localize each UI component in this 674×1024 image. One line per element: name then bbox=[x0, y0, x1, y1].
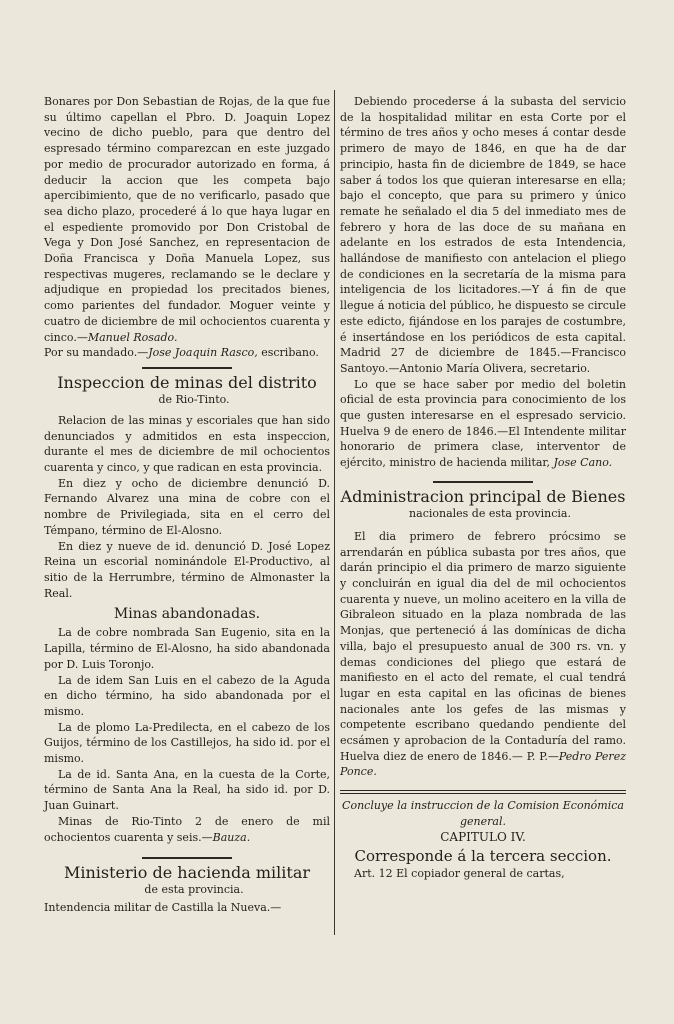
column-divider bbox=[334, 90, 335, 935]
double-separator-rule bbox=[340, 790, 626, 794]
paragraph-cobre: La de cobre nombrada San Eugenio, sita en la Lapilla, término de El-Alosno, ha sido abandonada por D. Luis Toronjo. bbox=[44, 626, 330, 671]
paragraph-diez-nueve: En diez y nueve de id. denunció D. José Lopez Reina un escorial nominándole El-Productivo, al sitio de la Herrumbre, término de Almonaster la Real. bbox=[44, 539, 330, 600]
paragraph-mandado: Por su mandado.—Jose Joaquin Rasco, escribano. bbox=[44, 346, 319, 360]
right-column bbox=[340, 94, 626, 882]
paragraph-santa-ana: La de id. Santa Ana, en la cuesta de la Corte, término de Santa Ana la Real, ha sido id. por D. Juan Guinart. bbox=[44, 767, 330, 813]
chapter-heading: CAPITULO IV. bbox=[440, 829, 526, 844]
section-heading: Corresponde á la tercera seccion. bbox=[354, 847, 612, 866]
paragraph-plomo: La de plomo La-Predilecta, en el cabezo de los Guijos, término de los Castillejos, ha sido id. por el mismo. bbox=[44, 720, 330, 766]
paragraph-bonares: Bonares por Don Sebastian de Rojas, de la que fue su último capellan el Pbro. D. Joaquin Lopez vecino de dicho pueblo, para que dentro del espresado término comparezcan en este juzgado por medio de procurador autorizado en forma, á deducir la accion que les competa bajo apercibimiento, que de no verificarlo, pasado que sea dicho plazo, procederé á lo que haya lugar en el espediente promovido por Don Cristobal de Vega y Don José Sanchez, en representacion de Doña Francisca y Doña Manuela Lopez, sus respectivas mugeres, reclamando se le declare y adjudique en propiedad los precitados bienes, como parientes del fundador. Moguer veinte y cuatro de diciembre de mil ochocientos cuarenta y cinco.—Manuel Rosado. bbox=[44, 95, 330, 344]
separator-rule bbox=[142, 367, 232, 369]
paragraph-debiendo: Debiendo procederse á la subasta del servicio de la hospitalidad militar en esta Corte por el término de tres años y ocho meses á contar desde primero de mayo de 1846, en que ha de dar principio, hasta fin de diciembre de 1849, se hace saber á todos los que quieran interesarse en ella; bajo el concepto, que para su primero y único remate he señalado el dia 5 del inmediato mes de febrero y hora de las doce de su mañana en adelante en los estrados de esta Intendencia, hallándose de manifiesto con antelacion el pliego de condiciones en la secretaría de la misma para inteligencia de los licitadores.—Y á fin de que llegue á noticia del público, he dispuesto se circule este edicto, fijándose en los parajes de costumbre, é insertándose en los periódicos de esta capital. Madrid 27 de diciembre de 1845.—Francisco Santoyo.—Antonio María Olivera, secretario. bbox=[340, 95, 626, 375]
paragraph-article-12: Art. 12 El copiador general de cartas, bbox=[354, 867, 565, 881]
paragraph-febrero: El dia primero de febrero prócsimo se arrendarán en pública subasta por tres años, que darán principio el dia primero de marzo siguiente y concluirán en igual dia del de mil ochocientos cuarenta y nueve, un molino aceitero en la villa de Gibraleon situado en la plaza nombrada de las Monjas, que perteneció á las domínicas de dicha villa, bajo el presupuesto anual de 300 rs. vn. y demas condiciones del pliego que estará de manifiesto en el acto del remate, el cual tendrá lugar en esta capital en las oficinas de bienes nacionales ante los gefes de las mismas y competente escribano quedando pendiente del ecsámen y aprobacion de la Contaduría del ramo. Huelva diez de enero de 1846.— P. P.—Pedro Perez Ponce. bbox=[340, 529, 626, 779]
subheading-ministerio: de esta provincia. bbox=[144, 883, 244, 897]
paragraph-diez-ocho: En diez y ocho de diciembre denunció D. Fernando Alvarez una mina de cobre con el nombre de Privilegiada, sita en el cerro del Témpano, término de El-Alosno. bbox=[44, 476, 330, 537]
paragraph-idem: La de idem San Luis en el cabezo de la Aguda en dicho término, ha sido abandonada por el mismo. bbox=[44, 673, 330, 718]
subheading-administracion: nacionales de esta provincia. bbox=[409, 506, 571, 520]
paragraph-intendencia: Intendencia militar de Castilla la Nueva.— bbox=[44, 901, 282, 915]
signature-bauza: —Bauza. bbox=[201, 830, 251, 844]
paragraph-relacion: Relacion de las minas y escoriales que han sido denunciados y admitidos en esta inspeccion, durante el mes de diciembre de mil ochocientos cuarenta y cinco, y que radican en esta provincia. bbox=[44, 413, 330, 475]
subheading-inspeccion: de Rio-Tinto. bbox=[158, 392, 230, 406]
paragraph-lo-que: Lo que se hace saber por medio del boletin oficial de esta provincia para conocimiento de los que gusten interesarse en el espresado servicio. Huelva 9 de enero de 1846.—El Intendente militar honorario de primera clase, interventor de ejército, ministro de hacienda militar, Jose Cano. bbox=[340, 377, 626, 470]
left-column bbox=[44, 94, 330, 916]
signature-ponce: —Pedro Perez Ponce. bbox=[340, 749, 626, 779]
heading-minas-abandonadas: Minas abandonadas. bbox=[113, 606, 261, 623]
paragraph-concluye: Concluye la instruccion de la Comision Económica general. bbox=[342, 799, 624, 828]
separator-rule bbox=[433, 481, 533, 483]
signature-cano: Jose Cano. bbox=[553, 456, 613, 470]
signature-rasco: —Jose Joaquin Rasco, bbox=[137, 346, 258, 360]
separator-rule bbox=[142, 857, 232, 859]
heading-inspeccion: Inspeccion de minas del distrito bbox=[57, 372, 317, 392]
heading-administracion: Administracion principal de Bienes bbox=[340, 486, 626, 506]
signature-rosado: —Manuel Rosado. bbox=[76, 330, 178, 344]
paragraph-minas-rio-tinto: Minas de Rio-Tinto 2 de enero de mil ochocientos cuarenta y seis.—Bauza. bbox=[44, 814, 330, 844]
heading-ministerio: Ministerio de hacienda militar bbox=[63, 863, 310, 883]
